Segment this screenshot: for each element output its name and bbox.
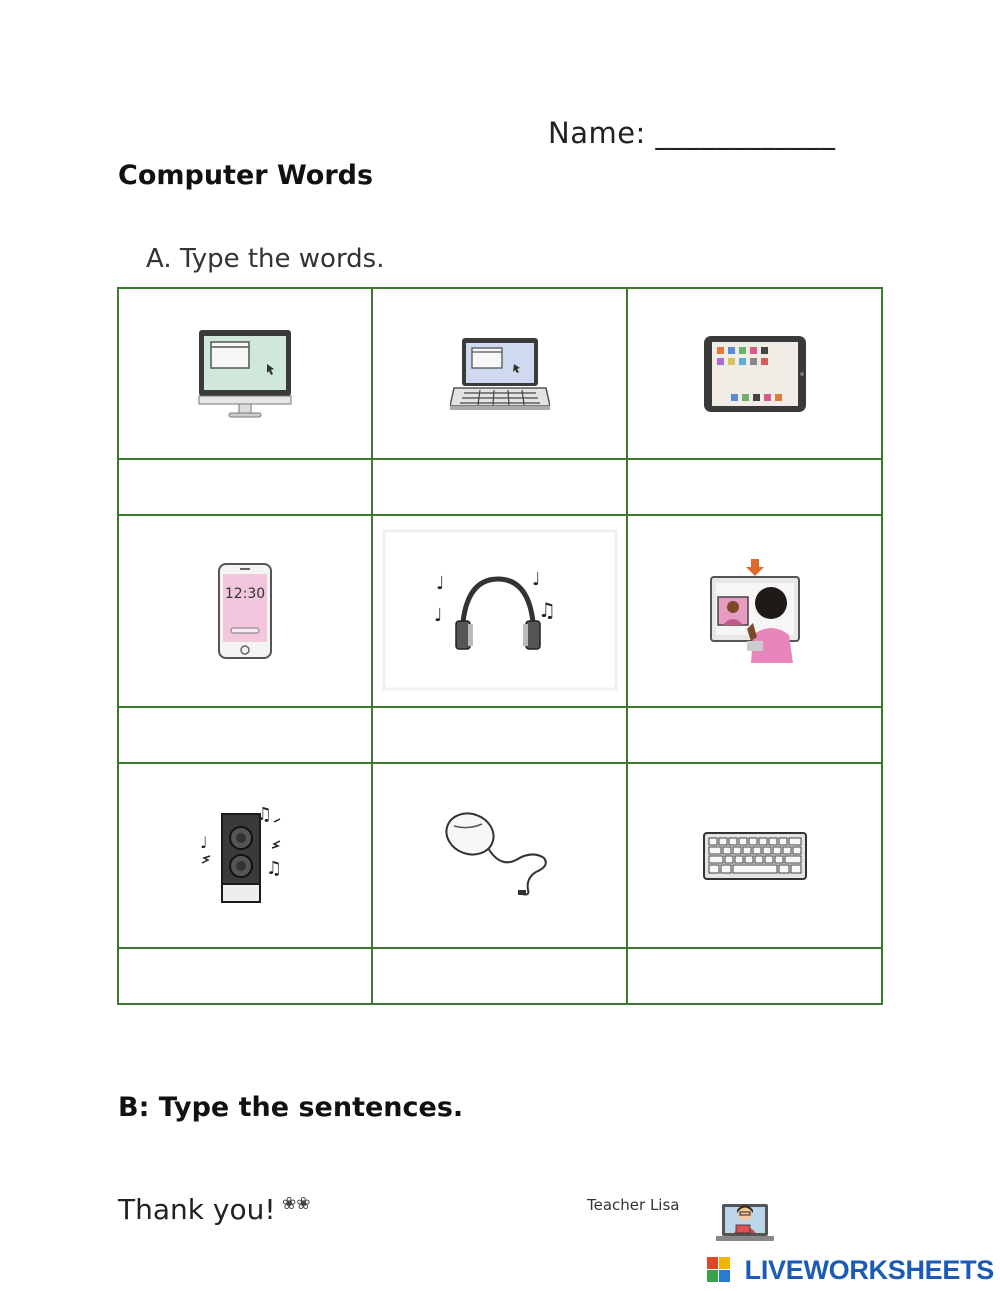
svg-text:♩: ♩	[435, 573, 444, 594]
answer-input-6[interactable]	[628, 708, 881, 762]
picture-cell	[118, 288, 372, 459]
picture-cell	[627, 763, 882, 948]
answer-input-7[interactable]	[119, 949, 371, 1003]
teacher-name: Teacher Lisa	[587, 1196, 680, 1214]
liveworksheets-logo[interactable]	[698, 1255, 994, 1285]
keyboard-icon	[703, 832, 807, 880]
picture-cell	[118, 515, 372, 707]
liveworksheets-logo-text: LIVEWORKSHEETS	[744, 1254, 994, 1285]
svg-text:♫: ♫	[537, 598, 556, 622]
answer-input-5[interactable]	[373, 708, 626, 762]
worksheet-title: Computer Words	[118, 160, 374, 191]
answer-cell[interactable]	[627, 459, 882, 515]
svg-text:♩: ♩	[531, 569, 540, 590]
picture-cell	[627, 515, 882, 707]
svg-text:♩: ♩	[433, 605, 442, 626]
answer-cell[interactable]	[118, 707, 372, 763]
section-a-instruction: A. Type the words.	[146, 244, 385, 274]
picture-cell	[372, 763, 627, 948]
teacher-avatar	[716, 1194, 774, 1244]
svg-text:♫: ♫	[256, 805, 273, 825]
headphones-icon	[382, 529, 618, 693]
answer-cell[interactable]	[627, 707, 882, 763]
picture-cell	[118, 763, 372, 948]
phone-time: 12:30	[224, 586, 266, 602]
svg-text:♩: ♩	[200, 832, 208, 852]
picture-cell	[627, 288, 882, 459]
webcam-video-call-icon	[707, 559, 803, 663]
answer-input-8[interactable]	[373, 949, 626, 1003]
answer-input-1[interactable]	[119, 460, 371, 514]
picture-cell	[372, 515, 627, 707]
answer-input-2[interactable]	[373, 460, 626, 514]
answer-input-4[interactable]	[119, 708, 371, 762]
answer-cell[interactable]	[372, 459, 627, 515]
answer-cell[interactable]	[118, 459, 372, 515]
smartphone-icon	[217, 562, 273, 660]
speaker-icon	[190, 806, 300, 906]
desktop-computer-icon	[197, 328, 293, 420]
answer-cell[interactable]	[372, 707, 627, 763]
thank-you-text: Thank you!	[118, 1193, 276, 1226]
svg-text:♫: ♫	[266, 857, 283, 879]
answer-input-9[interactable]	[628, 949, 881, 1003]
flower-icon: ❀❀	[282, 1194, 311, 1214]
name-label: Name: ____________	[548, 116, 836, 150]
words-grid	[117, 287, 883, 1005]
tablet-icon	[703, 335, 807, 413]
answer-input-3[interactable]	[628, 460, 881, 514]
laptop-icon	[450, 336, 550, 412]
answer-cell[interactable]	[627, 948, 882, 1004]
picture-cell	[372, 288, 627, 459]
answer-cell[interactable]	[118, 948, 372, 1004]
section-b-instruction: B: Type the sentences.	[118, 1092, 464, 1123]
liveworksheets-logo-icon	[707, 1257, 731, 1283]
mouse-icon	[440, 808, 560, 904]
answer-cell[interactable]	[372, 948, 627, 1004]
